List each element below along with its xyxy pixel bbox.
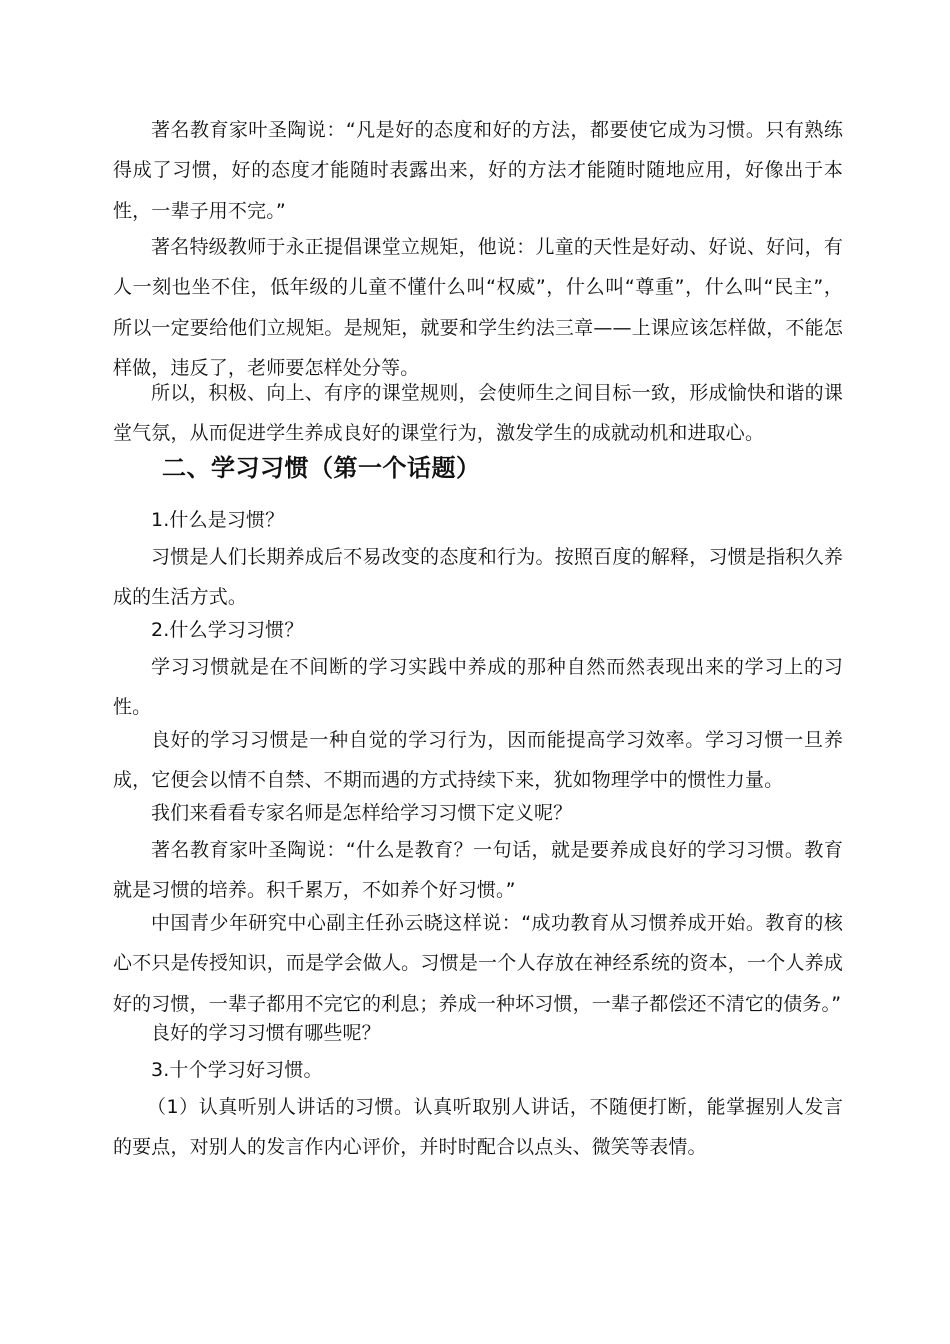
paragraph-yeshengtao-quote-1: 著名教育家叶圣陶说：“凡是好的态度和好的方法，都要使它成为习惯。只有熟练得成了习惯，好的态度才能随时表露出来，好的方法才能随时随地应用，好像出于本性，一辈子用不完。” (113, 119, 843, 222)
paragraph-classroom-rules-summary: 所以，积极、向上、有序的课堂规则，会使师生之间目标一致，形成愉快和谐的课堂气氛，从而促进学生养成良好的课堂行为，激发学生的成就动机和进取心。 (113, 382, 843, 445)
section-heading: 二、学习习惯（第一个话题） (162, 454, 481, 482)
paragraph-study-habit-definition: 学习习惯就是在不间断的学习实践中养成的那种自然而然表现出来的学习上的习性。 (113, 656, 843, 719)
subheading-what-is-study-habit: 2.什么学习习惯？ (151, 619, 304, 641)
paragraph-expert-intro: 我们来看看专家名师是怎样给学习习惯下定义呢？ (151, 802, 573, 824)
paragraph-habit-1-listening: （1）认真听别人讲话的习惯。认真听取别人讲话，不随便打断，能掌握别人发言的要点，对别人的发言作内心评价，并时时配合以点头、微笑等表情。 (113, 1096, 843, 1159)
paragraph-which-habits: 良好的学习习惯有哪些呢？ (151, 1022, 381, 1044)
paragraph-habit-definition: 习惯是人们长期养成后不易改变的态度和行为。按照百度的解释，习惯是指积久养成的生活方式。 (113, 546, 843, 609)
paragraph-yeshengtao-quote-2: 著名教育家叶圣陶说：“什么是教育？一句话，就是要养成良好的学习习惯。教育就是习惯的培养。积千累万，不如养个好习惯。” (113, 839, 843, 902)
paragraph-good-study-habit: 良好的学习习惯是一种自觉的学习行为，因而能提高学习效率。学习习惯一旦养成，它便会以情不自禁、不期而遇的方式持续下来，犹如物理学中的惯性力量。 (113, 729, 843, 792)
subheading-ten-habits: 3.十个学习好习惯。 (151, 1059, 323, 1081)
paragraph-yuyongzheng-rules: 著名特级教师于永正提倡课堂立规矩，他说：儿童的天性是好动、好说、好问，有人一刻也坐不住，低年级的儿童不懂什么叫“权威”，什么叫“尊重”，什么叫“民主”，所以一定要给他们立规矩。是规矩，就要和学生约法三章——上课应该怎样做，不能怎样做，违反了，老师要怎样处分等。 (113, 236, 843, 379)
subheading-what-is-habit: 1.什么是习惯？ (151, 509, 285, 531)
paragraph-sunyunxiao-quote: 中国青少年研究中心副主任孙云晓这样说：“成功教育从习惯养成开始。教育的核心不只是传授知识，而是学会做人。习惯是一个人存放在神经系统的资本，一个人养成好的习惯，一辈子都用不完它的利息；养成一种坏习惯，一辈子都偿还不清它的债务。” (113, 912, 843, 1015)
